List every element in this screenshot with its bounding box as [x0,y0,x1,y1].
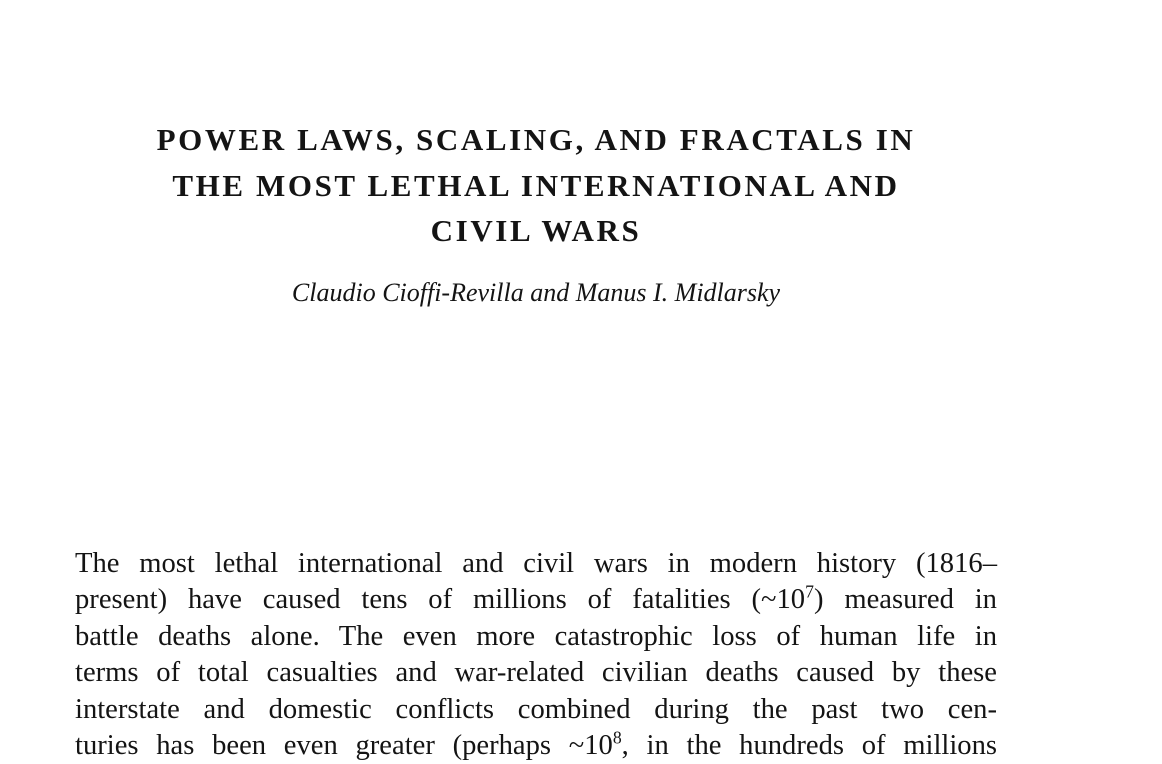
title-line-2: THE MOST LETHAL INTERNATIONAL AND [172,167,900,203]
title-line-3: CIVIL WARS [430,213,642,248]
title-line-1: POWER LAWS, SCALING, AND FRACTALS IN [156,122,916,157]
body-line-6-tail: , in the hundreds of millions [621,729,997,761]
body-line-6 [75,728,997,764]
body-line-4: terms of total casualties and war-related civilian deaths caused by these [75,657,997,689]
body-line-2-text: present) have caused tens of millions of fatalities (~10 [75,584,806,616]
exponent-8: 8 [612,727,622,748]
body-line-2 [75,582,997,618]
paper-title [72,117,1000,254]
body-line-5: interstate and domestic conflicts combined during the past two cen- [75,693,997,725]
exponent-7: 7 [805,581,814,602]
body-line-2-tail: ) measured in [813,584,997,616]
body-line-3: battle deaths alone. The even more catastrophic loss of human life in [75,620,997,652]
author-names: Claudio Cioffi-Revilla and Manus I. Midlarsky [291,278,781,307]
abstract-paragraph [75,546,997,764]
body-line-6-text: turies has been even greater (perhaps ~10 [75,729,613,761]
body-line-1: The most lethal international and civil wars in modern history (1816– [75,548,997,579]
